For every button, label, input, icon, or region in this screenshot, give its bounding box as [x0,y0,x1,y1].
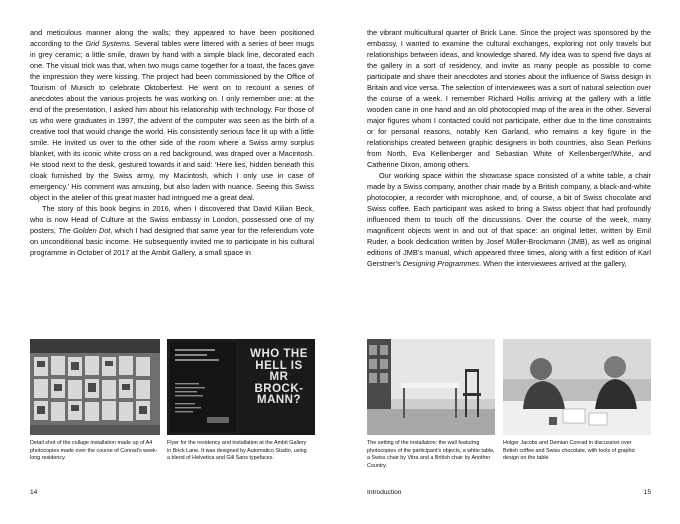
caption-installation: The setting of the installation: the wall featuring photocopies of the participant’s objects, a white table, a Swiss chair by Vitra and a British chair by Another Country. [367,440,495,469]
right-paragraph-1: the vibrant multicultural quarter of Brick Lane. Since the project was sponsored by the embassy, I wanted to examine the cultural exchanges, exploring not only travels but relationships between ideas, and knowledge shared. My idea was to spend five days at the gallery in a sort of residency, and invite as many people as possible to come participate and share their anecdotes and stories about the influence of Swiss design in Britain and vice versa. The selection of interviewees was a sort of natural selection over the course of a week. I remember Richard Hollis arriving at the gallery with a little wooden cane in one hand and an old photocopied map of the area in the other. Several major figures whom I contacted could not participate, either due to the time constraints or for personal reasons, notably Ken Garland, who remains a key figure in the relationships created between graphic designers in both countries, also Sean Perkins from North, Eva Kellenberger and Sebastian White of Kellenberger/White, and Catherine Dixon, among others. [367,28,651,170]
grid-systems-title: Grid Systems [85,39,130,49]
right-paragraph-2: Our working space within the showcase space consisted of a white table, a chair made by a Swiss company, another chair made by a British company, a black-and-white photocopier, a recorder with microphone, and, of course, a bit of Swiss chocolate and Swiss coffee. Each participant was asked to bring a Swiss object that had profoundly influenced them to touch off the discussions. Over the course of the week, many magnificent objects went in and out of that space: an original letter, written by Emil Ruder, a book dedication written by Josef Müller-Brockmann (JMB), as well as original editions of JMB’s manual, which appeared three times, along with a first edition of Karl Gerstner’s Designing Programmes. When the interviewees arrived at the gallery, [367,171,651,269]
folio-right: 15 [643,489,651,496]
running-head: Introduction [367,489,402,496]
golden-dot-title: The Golden Dot [58,226,111,236]
discussion-photo [503,339,651,435]
left-text-column [30,27,314,258]
right-page [340,0,680,524]
poster-title: WHO THE HELL IS MR BROCK- MANN? [250,348,308,406]
folio-left: 14 [30,489,38,496]
flyer-photo [167,339,315,435]
caption-collage: Detail shot of the collage installation made up of A4 photocopies made over the course of Conrad’s week-long residency. [30,440,158,462]
collage-photo [30,339,160,435]
installation-photo [367,339,495,435]
caption-flyer: Flyer for the residency and installation at the Ambit Gallery in Brick Lane. It was designed by Automatico Studio, using a blend of Helvetica and Gill Sans typefaces. [167,440,307,462]
left-paragraph-2: The story of this book begins in 2016, when I discovered that David Kilian Beck, who is now Head of Culture at the Swiss embassy in London, possessed one of my posters, The Golden Dot, which I had designed that same year for the referendum vote on unconditional basic income. He subsequently invited me to participate in his cultural programme in October of 2017 at the Ambit Gallery, a small space in [30,204,314,258]
caption-discussion: Holger Jacobs and Demian Conrad in discussion over British coffee and Swiss chocolate, with tools of graphic design on the table. [503,440,636,462]
designing-programmes-title: Designing Programmes [402,259,480,269]
left-paragraph-1: and meticulous manner along the walls; they appeared to have been positioned according to the Grid Systems. Several tables were littered with a series of beer mugs in grey ceramic; a little smile, drawn by hand with a simple black line, decorated each one. The visual trick was that, when two mugs came together for a toast, the faces gave the impression they were kissing. The project had been commissioned by the Office of Tourism of Munich to celebrate Oktoberfest. He went on to recount a series of anecdotes about the various projects he was working on. I only remember one: at the end of the presentation, I asked him about his relationship with technology. For those of us who were graduates in 1997, the advent of the computer was seen as the birth of a creative tool that would change the world. His consistently serious face lit up with a little smile. He invited us over to the other side of the room where a Swiss army surplus blanket, with its iconic white cross on a red background, was draped over a Macintosh. He stood next to the desk, gestured towards it and said: ‘Here lies, hidden beneath this cloak furnished by the Swiss army, my Macintosh, which I only use in case of emergency.’ His comment was amusing, but also laden with nuance. Seeing this Swiss object in the atelier of this great master had intrigued me a great deal. [30,28,315,203]
right-text-column [367,27,651,269]
